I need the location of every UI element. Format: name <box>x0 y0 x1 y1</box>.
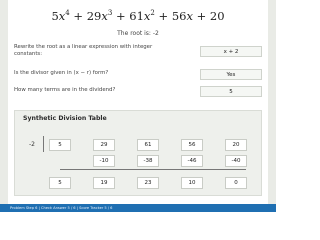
product-cell[interactable]: -38 <box>137 155 159 167</box>
product-cell[interactable]: -46 <box>181 155 203 167</box>
answer-term-count[interactable]: 5 <box>200 86 262 97</box>
panel-title: Synthetic Division Table <box>23 115 107 122</box>
polynomial-equation: $5x^4 + 29x^3 + 61x^2 + 56x + 20$ <box>51 9 225 23</box>
question-divisor-form: Is the divisor given in (x − r) form? <box>14 70 109 76</box>
root-text: The root is: -2 <box>117 30 159 37</box>
result-cell[interactable]: 19 <box>93 177 115 189</box>
result-cell[interactable]: 0 <box>225 177 247 189</box>
divisor-value: -2 <box>21 136 44 152</box>
result-cell[interactable]: 23 <box>137 177 159 189</box>
product-cell[interactable]: -10 <box>93 155 115 167</box>
question-linear-expression: Rewrite the root as a linear expression with integer constants: <box>14 44 153 57</box>
coefficient-cell[interactable]: 61 <box>137 139 159 151</box>
product-cell[interactable]: -40 <box>225 155 247 167</box>
answer-divisor-form[interactable]: Yes <box>200 69 262 80</box>
division-line <box>60 169 246 170</box>
status-footer: Problem Step 6 | Check Answer 5 / 6 | Score Tracker 5 / 6 <box>0 204 276 212</box>
coefficient-cell[interactable]: 56 <box>181 139 203 151</box>
answer-linear-expression[interactable]: x + 2 <box>200 46 262 57</box>
coefficient-cell[interactable]: 29 <box>93 139 115 151</box>
synthetic-division-panel <box>14 110 262 196</box>
question-term-count: How many terms are in the dividend? <box>14 87 116 93</box>
result-cell[interactable]: 5 <box>49 177 71 189</box>
coefficient-cell[interactable]: 5 <box>49 139 71 151</box>
result-cell[interactable]: 10 <box>181 177 203 189</box>
coefficient-cell[interactable]: 20 <box>225 139 247 151</box>
